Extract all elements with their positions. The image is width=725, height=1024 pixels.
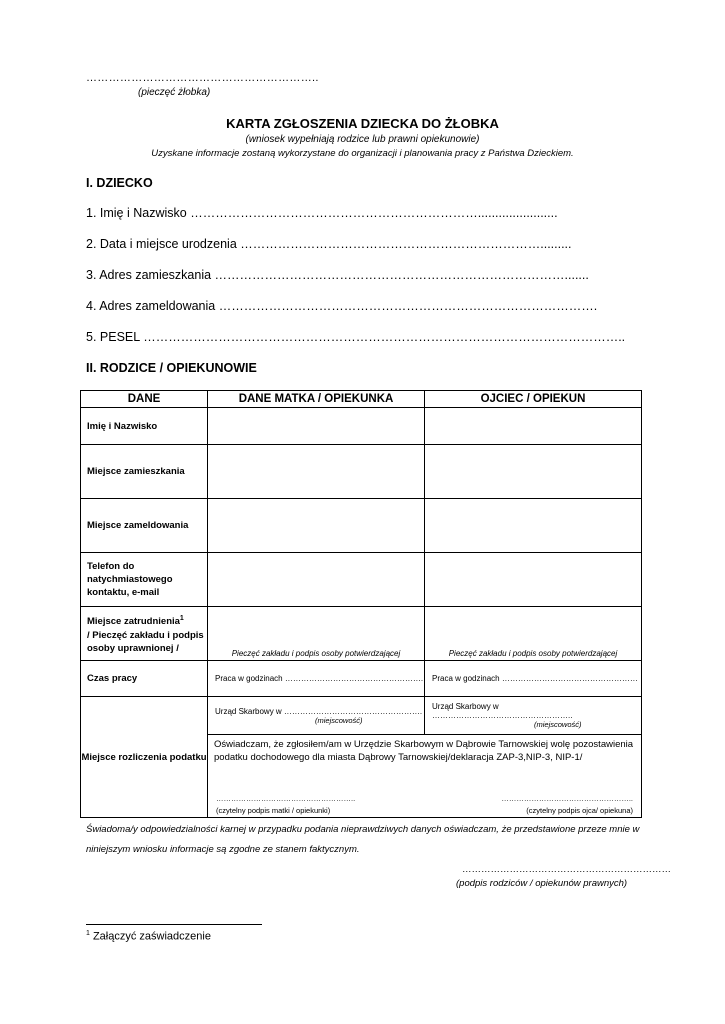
father-tax-office-text: Urząd Skarbowy w …………………………………………….. [432, 702, 573, 720]
mother-phone-cell[interactable] [208, 553, 425, 607]
employment-label: Miejsce zatrudnienia [87, 616, 180, 628]
father-phone-cell[interactable] [425, 553, 642, 607]
mother-residence-cell[interactable] [208, 445, 425, 499]
table-row [81, 697, 642, 735]
row-label-registration: Miejsce zameldowania [81, 499, 208, 553]
mother-name-cell[interactable] [208, 408, 425, 445]
document-title: KARTA ZGŁOSZENIA DZIECKA DO ŻŁOBKA [226, 116, 499, 131]
mother-signature-dots: ……………………………………………….. [216, 794, 356, 803]
mother-locality-label: (miejscowość) [315, 715, 363, 725]
row-label-phone: Telefon do natychmiastowego kontaktu, e-mail [81, 553, 208, 607]
row-label-residence: Miejsce zamieszkania [81, 445, 208, 499]
section-child-heading: I. DZIECKO [86, 176, 153, 190]
mother-tax-office-text: Urząd Skarbowy w ……………………………………………. [215, 706, 423, 716]
table-header-row [81, 391, 642, 408]
father-name-cell[interactable] [425, 408, 642, 445]
row-label-worktime: Czas pracy [81, 661, 208, 697]
father-worktime-cell[interactable]: Praca w godzinach …………………………………………… [425, 661, 642, 697]
father-employer-cell[interactable] [425, 607, 642, 661]
employment-footnote-mark: 1 [179, 615, 184, 623]
column-header-mother: DANE MATKA / OPIEKUNKA [208, 391, 425, 408]
tax-declaration-cell [208, 735, 642, 818]
footnote-mark: 1 [86, 930, 90, 937]
document-note: Uzyskane informacje zostaną wykorzystane do organizacji i planowania pracy z Państwa Dzieckiem. [151, 148, 574, 159]
father-employer-sig-label: Pieczęć zakładu i podpis osoby potwierdzającej [448, 649, 618, 658]
stamp-placeholder-dots: …………………………………………………….. [86, 72, 319, 84]
table-row [81, 607, 642, 661]
mother-employer-cell[interactable] [208, 607, 425, 661]
row-label-employment [81, 607, 208, 661]
footnote [86, 930, 211, 943]
section-parents-heading: II. RODZICE / OPIEKUNOWIE [86, 361, 257, 375]
legal-statement: Świadoma/y odpowiedzialności karnej w przypadku podania nieprawdziwych danych oświadczam, że przedstawione przeze mnie w niniejszym wniosku informacje są zgodne ze stanem faktycznym. [86, 824, 640, 855]
row-label-name: Imię i Nazwisko [81, 408, 208, 445]
father-signature-label: (czytelny podpis ojca/ opiekuna) [526, 806, 633, 815]
mother-worktime-cell[interactable]: Praca w godzinach ……………………………………………. [208, 661, 425, 697]
footnote-divider [86, 924, 262, 925]
column-header-father: OJCIEC / OPIEKUN [425, 391, 642, 408]
table-row [81, 445, 642, 499]
father-residence-cell[interactable] [425, 445, 642, 499]
father-locality-label: (miejscowość) [534, 720, 582, 729]
child-registration-field: 4. Adres zameldowania ………………………………………………………………………………. [86, 299, 598, 313]
footnote-text: Załączyć zaświadczenie [89, 930, 211, 943]
table-row [81, 499, 642, 553]
mother-registration-cell[interactable] [208, 499, 425, 553]
child-name-field: 1. Imię i Nazwisko ……………………………………………………………....................... [86, 206, 558, 220]
mother-tax-office-cell[interactable] [208, 697, 425, 735]
column-header-data: DANE [81, 391, 208, 408]
parents-table [80, 390, 642, 818]
table-row [81, 661, 642, 697]
table-row [81, 408, 642, 445]
child-birth-field: 2. Data i miejsce urodzenia ………………………………………………………………......... [86, 237, 572, 251]
parents-signature-label: (podpis rodziców / opiekunów prawnych) [456, 878, 628, 889]
parents-signature-dots: ………………………………………………………… [462, 864, 671, 875]
child-pesel-field: 5. PESEL …………………………………………………………………………………………………….. [86, 330, 626, 344]
employment-label-continued: / Pieczęć zakładu i podpis osoby uprawnionej / [87, 629, 204, 654]
father-signature-dots: …………………………………………….. [501, 794, 633, 803]
mother-employer-sig-label: Pieczęć zakładu i podpis osoby potwierdzającej [231, 649, 401, 658]
father-tax-office-cell[interactable] [425, 697, 642, 735]
table-row [81, 553, 642, 607]
row-label-tax: Miejsce rozliczenia podatku [81, 697, 208, 818]
father-registration-cell[interactable] [425, 499, 642, 553]
child-residence-field: 3. Adres zamieszkania …………………………………………………………………………....... [86, 268, 589, 282]
mother-signature-label: (czytelny podpis matki / opiekunki) [216, 806, 331, 815]
tax-declaration-text: Oświadczam, że zgłosiłem/am w Urzędzie Skarbowym w Dąbrowie Tarnowskiej wolę pozostawienia podatku dochodowego dla miasta Dąbrowy Tarnowskiej/deklaracja ZAP-3,NIP-3, NIP-1/ [214, 739, 634, 763]
stamp-label: (pieczęć żłobka) [138, 87, 211, 98]
document-subtitle: (wniosek wypełniają rodzice lub prawni opiekunowie) [245, 134, 480, 145]
